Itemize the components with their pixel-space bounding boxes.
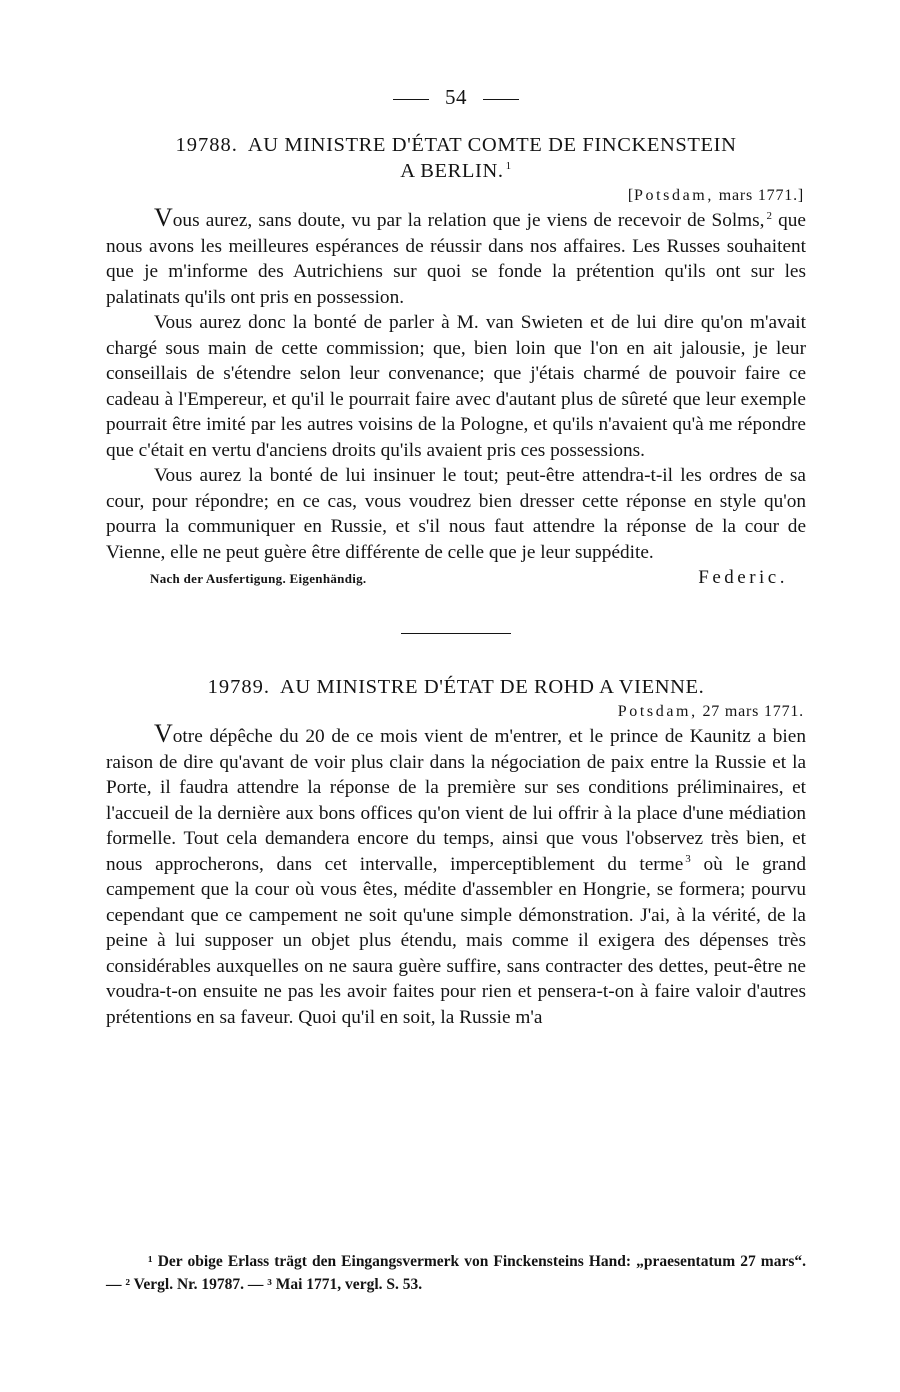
letter-19788-signoff <box>106 567 806 589</box>
letter-19789-heading <box>106 674 806 700</box>
page-number-value: 54 <box>445 85 467 109</box>
letter-19788-heading-line1 <box>106 132 806 158</box>
letter-19788-signature: Federic. <box>698 567 788 588</box>
letter-19789-paragraph-1 <box>106 719 806 1030</box>
letter-19788-source-note: Nach der Ausfertigung. Eigenhändig. <box>150 571 367 586</box>
letter-19789-dateline-place: Potsdam, <box>617 703 698 720</box>
page-number-left-dash <box>393 99 429 100</box>
letter-19788-dateline-place: Potsdam, <box>634 187 714 204</box>
page-number-right-dash <box>483 99 519 100</box>
letter-19788-paragraph-3: Vous aurez la bonté de lui insinuer le tout; peut-être attendra-t-il les ordres de sa cour, pour répondre; en ce cas, vous voudrez bien dresser cette réponse en style qu'on pourra la communiquer en Russie, et s'il nous faut attendre la réponse de la cour de Vienne, elle ne peut guère être différente de celle que je leur suppédite. <box>106 465 806 563</box>
letter-19788-dateline-bracket: [ <box>627 187 635 204</box>
letter-separator <box>401 633 511 634</box>
letter-19789-dateline-date: 27 mars 1771. <box>702 703 804 720</box>
footnotes <box>106 1250 806 1296</box>
letter-19789-paragraph-1-text-a: otre dépêche du 20 de ce mois vient de m'entrer, et le prince de Kaunitz a bien raison de dire qu'avant de voir plus clair dans la négociation de paix entre la Russie et la Porte, il faudra attendre la réponse de la première sur ses conditions préliminaires, et l'accueil de la dernière aux bons offices qu'on vient de lui offrir à la place d'une médiation formelle. Tout cela demandera encore du temps, ainsi que vous l'observez très bien, et nous approcherons, dans cet intervalle, imperceptiblement du terme <box>106 726 806 875</box>
letter-19788-paragraph-1 <box>106 203 806 310</box>
letter-19788-heading-line2 <box>106 158 806 184</box>
letter-19789-recipient: AU MINISTRE D'ÉTAT DE ROHD A VIENNE. <box>280 676 705 698</box>
footnotes-text: ¹ Der obige Erlass trägt den Eingangsvermerk von Finckensteins Hand: „praesentatum 27 mars“. — ² Vergl. Nr. 19787. — ³ Mai 1771, vergl. S. 53. <box>106 1253 806 1293</box>
letter-19788-heading <box>106 132 806 184</box>
footnote-mark-1: 1 <box>505 160 512 173</box>
letter-19788-recipient: AU MINISTRE D'ÉTAT COMTE DE FINCKENSTEIN <box>247 134 737 156</box>
page <box>106 84 806 1030</box>
letter-19789-initial: V <box>154 719 173 748</box>
letter-19789-dateline <box>106 700 806 724</box>
letter-19788-initial: V <box>154 203 173 232</box>
letter-19789-paragraph-1-text-b: où le grand campement que la cour où vous êtes, médite d'assembler en Hongrie, se formera; pourvu cependant que ce campement ne soit qu'une simple démonstration. J'ai, à la vérité, de la peine à lui supposer un objet plus étendu, mais comme il exigera des dépenses très considérables auxquelles on ne saura guère suffire, sans contracter des dettes, peut-être ne voudra-t-on ensuite ne pas les avoir faites pour rien et pensera-t-on à faire valoir d'autres prétentions en sa faveur. Quoi qu'il en soit, la Russie m'a <box>106 853 806 1028</box>
page-number <box>106 84 806 110</box>
letter-19788-dateline-date: mars 1771.] <box>718 187 804 204</box>
letter-19788-recipient-city: A BERLIN. <box>400 160 504 182</box>
letter-19788-paragraph-1-text-a: ous aurez, sans doute, vu par la relation que je viens de recevoir de Solms, <box>172 210 765 231</box>
footnote-mark-2: 2 <box>766 209 773 222</box>
footnote-mark-3: 3 <box>685 853 691 866</box>
letter-19788-paragraph-2: Vous aurez donc la bonté de parler à M. van Swieten et de lui dire qu'on m'avait chargé sous main de cette commission; que, bien loin que l'on en ait jalousie, je leur conseillais de s'étendre selon leur convenance; que j'étais charmé de pouvoir faire ce cadeau à l'Empereur, et qu'il le pourrait faire avec d'autant plus de sûreté que leur exemple pourrait être imité par les autres voisins de la Pologne, et qu'ils n'avaient qu'à me répondre que c'était en vertu d'anciens droits qu'ils avaient pris ces possessions. <box>106 312 806 461</box>
letter-19789-number: 19789. <box>207 676 271 698</box>
letter-19788-number: 19788. <box>175 134 238 156</box>
letter-19788-paragraph-1-text-b: que nous avons les meilleures espérances de réussir dans nos affaires. Les Russes souhaitent que je m'informe des Autrichiens sur quoi se fonde la prétention qu'ils ont sur les palatinats qu'ils ont pris en possession. <box>106 210 806 308</box>
letter-19788-dateline <box>106 184 806 208</box>
